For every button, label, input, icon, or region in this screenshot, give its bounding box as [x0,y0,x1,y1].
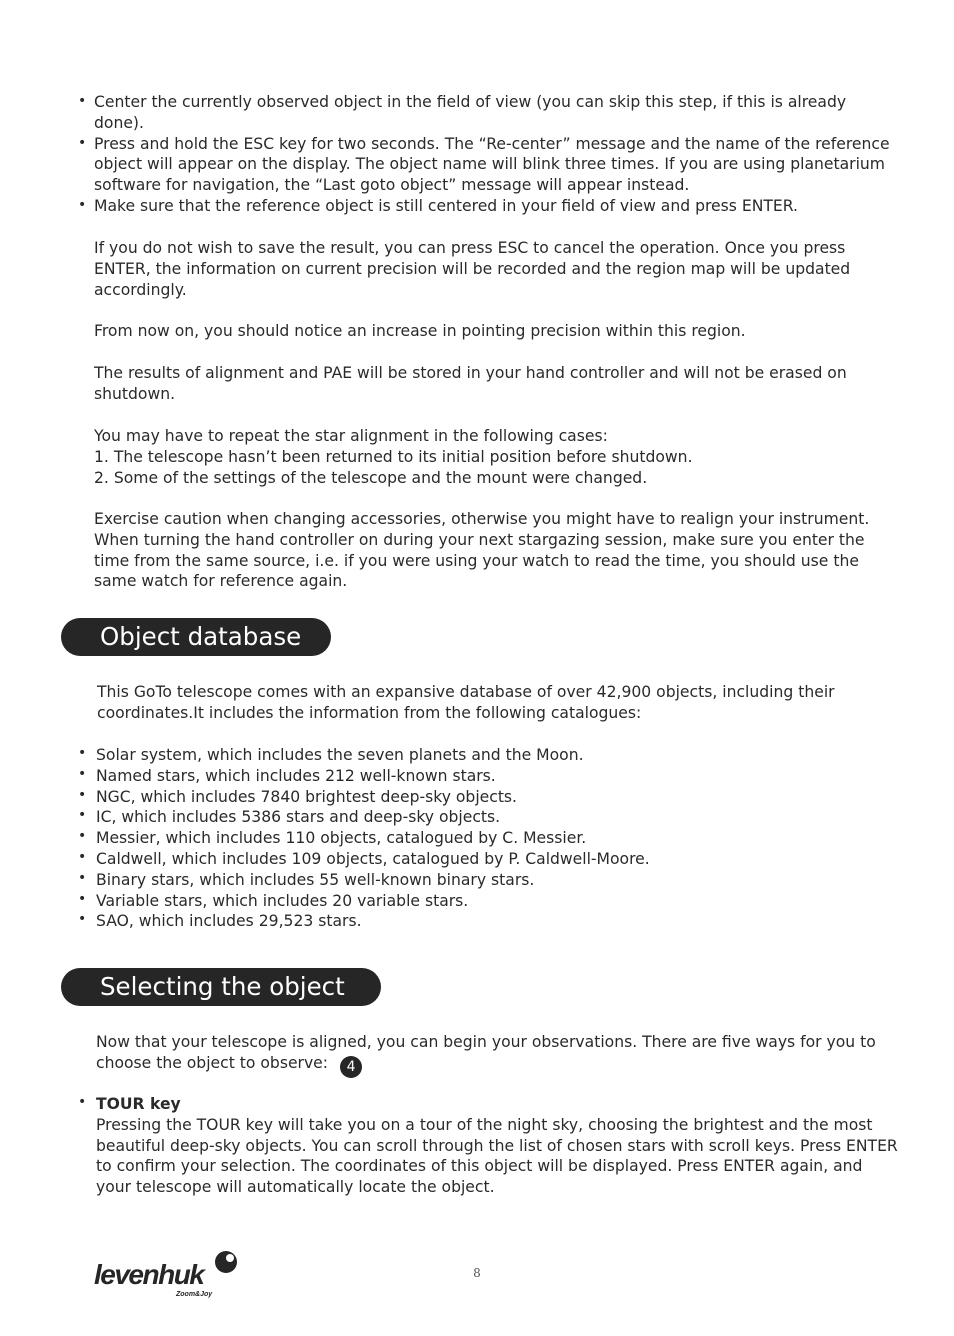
bullet-icon: • [78,745,87,761]
catalogue-list [78,745,898,932]
bullet-icon: • [78,828,87,845]
intro-bullet-list [78,92,898,217]
list-item: • NGC, which includes 7840 brightest deep-sky objects. [78,786,518,806]
list-item: • Named stars, which includes 212 well-known stars. [78,765,496,785]
list-item: • Solar system, which includes the seven planets and the Moon. [78,745,584,764]
selecting-intro: Now that your telescope is aligned, you can begin your observations. There are five ways for you to choose the object to observe: 4 [96,1032,896,1078]
selection-method-list [78,1094,898,1198]
object-database-intro: This GoTo telescope comes with an expansive database of over 42,900 objects, including their coordinates.It includes the information from the following catalogues: [97,683,835,722]
bullet-icon: • [78,869,87,886]
svg-text:Zoom&Joy: Zoom&Joy [176,1291,213,1298]
section-heading-selecting-the-object: Selecting the object [61,968,381,1006]
list-item: • Binary stars, which includes 55 well-known binary stars. [78,869,535,889]
list-item: • Caldwell, which includes 109 objects, catalogued by P. Caldwell-Moore. [78,848,650,868]
list-item [78,1094,898,1198]
section-heading-object-database: Object database [61,618,331,656]
list-item: • IC, which includes 5386 stars and deep-sky objects. [78,807,501,827]
list-item: • Center the currently observed object in the field of view (you can skip this step, if this is already done). [78,93,847,132]
list-item: • Make sure that the reference object is still centered in your field of view and press ENTER. [78,196,798,215]
svg-text:levenhuk: levenhuk [94,1259,204,1290]
bullet-icon: • [78,1094,87,1110]
bullet-icon: • [78,786,87,803]
bullet-icon: • [78,911,87,928]
bullet-icon: • [78,93,87,109]
list-item: • Press and hold the ESC key for two seconds. The “Re-center” message and the name of the reference object will appear on the display. The object name will blink three times. If you are using planetarium software for navigation, the “Last goto object” message will appear instead. [78,134,890,195]
stored-paragraph: The results of alignment and PAE will be stored in your hand controller and will not be erased on shutdown. [94,364,847,403]
bullet-icon: • [78,848,87,865]
list-item: • Variable stars, which includes 20 variable stars. [78,890,469,910]
tour-key-heading: TOUR key [96,1095,181,1113]
precision-paragraph: From now on, you should notice an increase in pointing precision within this region. [94,322,746,340]
figure-reference-badge: 4 [340,1056,362,1078]
bullet-icon: • [78,134,87,151]
bullet-icon: • [78,196,87,213]
bullet-icon: • [78,807,87,824]
caution-paragraph: Exercise caution when changing accessories, otherwise you might have to realign your instrument. When turning the hand controller on during your next stargazing session, make sure you enter the time from the same source, i.e. if you were using your watch to read the time, you should use the same watch for reference again. [94,510,870,591]
bullet-icon: • [78,890,87,907]
save-result-paragraph: If you do not wish to save the result, you can press ESC to cancel the operation. Once you press ENTER, the information on current precision will be recorded and the region map will be updated accordingly. [94,239,851,299]
tour-key-description: Pressing the TOUR key will take you on a tour of the night sky, choosing the brightest and the most beautiful deep-sky objects. You can scroll through the list of chosen stars with scroll keys. Press ENTER to confirm your selection. The coordinates of this object will be displayed. Press ENTER again, and your telescope will automatically locate the object. [96,1115,898,1197]
bullet-icon: • [78,765,87,782]
repeat-paragraph: You may have to repeat the star alignment in the following cases: 1. The telescope hasn’t been returned to its initial position before shutdown. 2. Some of the settings of the telescope and the mount were changed. [94,427,693,487]
page-number: 8 [473,1266,481,1280]
list-item: • Messier, which includes 110 objects, catalogued by C. Messier. [78,828,587,848]
list-item: • SAO, which includes 29,523 stars. [78,911,362,931]
